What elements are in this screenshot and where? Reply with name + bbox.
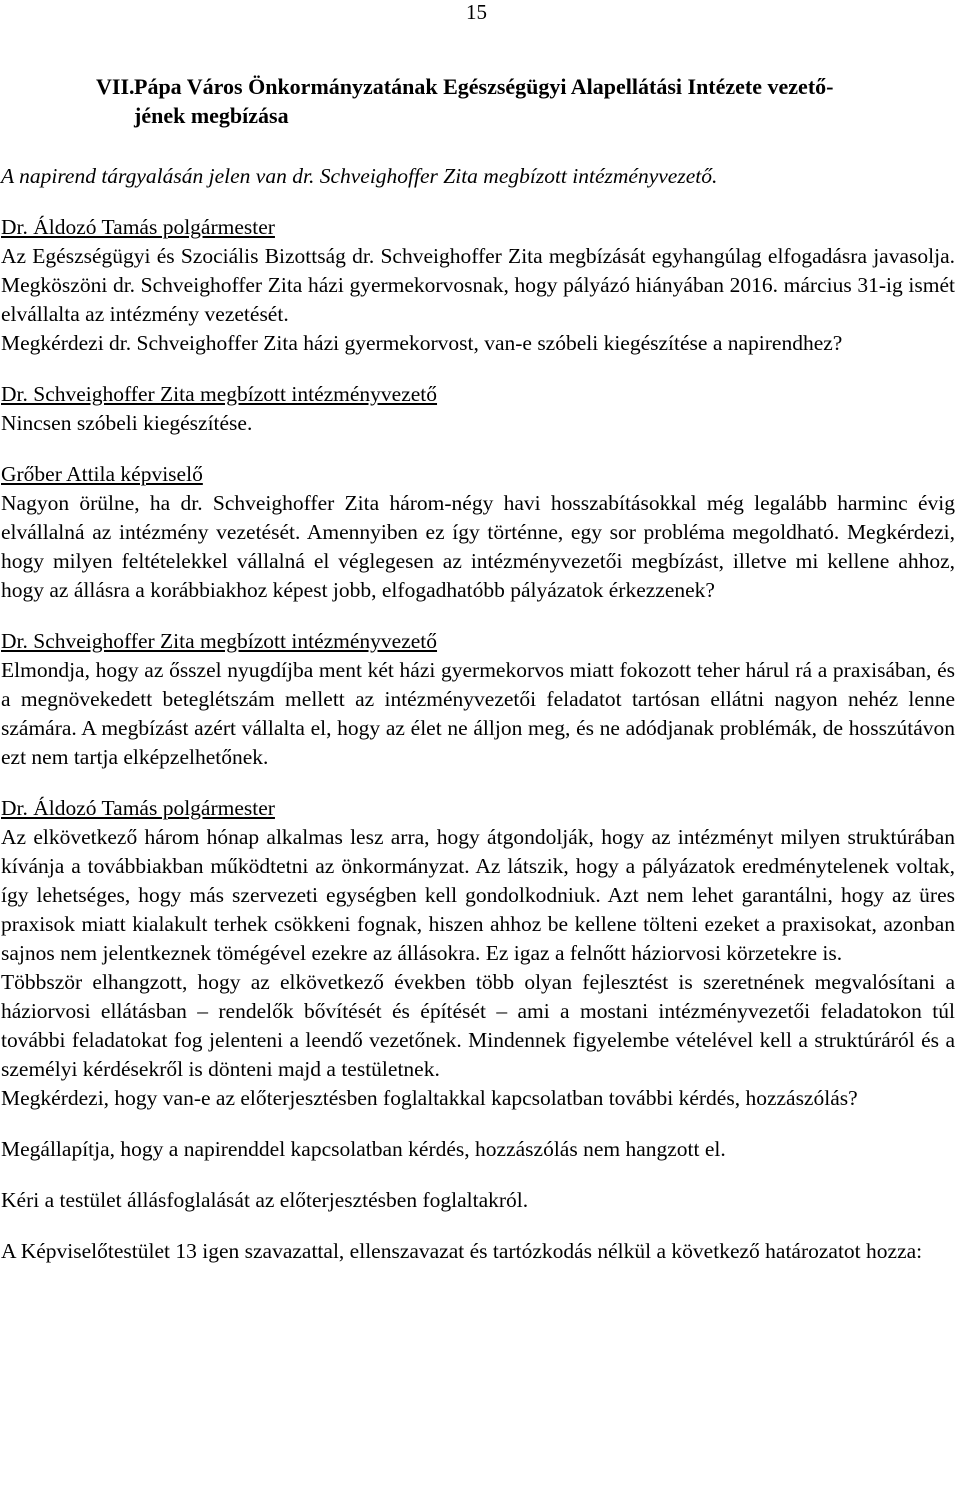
minutes-body <box>1 162 955 1266</box>
speech-block <box>1 460 955 605</box>
speech-block <box>1 380 955 438</box>
closing-request: Kéri a testület állásfoglalását az előterjesztésben foglaltakról. <box>1 1188 529 1212</box>
resolution-intro: A Képviselőtestület 13 igen szavazattal, ellenszavazat és tartózkodás nélkül a következő határozatot hozza: <box>1 1239 923 1263</box>
speech-block <box>1 213 955 358</box>
section-title-line-1: Pápa Város Önkormányzatának Egészségügyi Alapellátási Intézete vezető- <box>134 74 834 99</box>
speaker-name: Grőber Attila képviselő <box>1 462 203 486</box>
speech-paragraph: Megkérdezi dr. Schveighoffer Zita házi gyermekorvost, van-e szóbeli kiegészítése a napirendhez? <box>1 331 843 355</box>
speech-paragraph: Többször elhangzott, hogy az elkövetkező években több olyan fejlesztést is szeretnének megvalósítani a háziorvosi ellátásban – rendelők bővítését és építését – ami a mostani intézményvezetői feladatokon túl további feladatokat fog jelenteni a leendő vezetőnek. Mindennek figyelembe vételével kell a struktúráról és a személyi kérdésekről is dönteni majd a testületnek. <box>1 970 955 1081</box>
speech-paragraph: Az Egészségügyi és Szociális Bizottság dr. Schveighoffer Zita megbízását egyhangúlag elfogadásra javasolja. Megköszöni dr. Schveighoffer Zita házi gyermekorvosnak, hogy pályázó hiányában 2016. március 31-ig ismét elvállalta az intézmény vezetését. <box>1 244 955 326</box>
speaker-name: Dr. Áldozó Tamás polgármester <box>1 215 275 239</box>
section-number: VII. <box>96 74 135 99</box>
speech-block <box>1 627 955 772</box>
page-number: 15 <box>466 0 487 24</box>
speech-paragraph: Nagyon örülne, ha dr. Schveighoffer Zita három-négy havi hosszabításokkal még legalább harminc évig elvállalná az intézmény vezetését. Amennyiben ez így történne, egy sor probléma megoldható. Megkérdezi, hogy milyen feltételekkel vállalná el véglegesen az intézményvezetői megbízást, illetve mi kellene ahhoz, hogy az állásra a korábbiakhoz képest jobb, elfogadhatóbb pályázatok érkezzenek? <box>1 491 955 602</box>
section-heading <box>96 72 944 130</box>
speech-block <box>1 794 955 1113</box>
speech-paragraph: Az elkövetkező három hónap alkalmas lesz arra, hogy átgondolják, hogy az intézményt milyen struktúrában kívánja a továbbiakban működtetni az önkormányzat. Az látszik, hogy a pályázatok eredménytelenek voltak, így lehetséges, hogy más szervezeti egységben kell gondolkodniuk. Azt nem lehet garantálni, hogy az üres praxisok miatt kialakult terhek csökkeni fognak, hiszen ahhoz be kellene tölteni ezeket a praxisokat, azonban sajnos nem jelentkeznek tömégével ezekre az állásokra. Ez igaz a felnőtt háziorvosi körzetekre is. <box>1 825 955 965</box>
speech-paragraph: Elmondja, hogy az ősszel nyugdíjba ment két házi gyermekorvos miatt fokozott teher hárul rá a praxisában, és a megnövekedett beteglétszám mellett az intézményvezetői feladatot tartósan ellátni nagyon nehéz lenne számára. A megbízást azért vállalta el, hogy az élet ne álljon meg, és ne adódjanak problémák, de hosszútávon ezt nem tartja elképzelhetőnek. <box>1 658 955 769</box>
closing-statement: Megállapítja, hogy a napirenddel kapcsolatban kérdés, hozzászólás nem hangzott el. <box>1 1137 726 1161</box>
attendance-note: A napirend tárgyalásán jelen van dr. Schveighoffer Zita megbízott intézményvezető. <box>1 164 718 188</box>
section-title-line-2: jének megbízása <box>134 103 289 128</box>
speech-paragraph: Nincsen szóbeli kiegészítése. <box>1 411 253 435</box>
speaker-name: Dr. Áldozó Tamás polgármester <box>1 796 275 820</box>
speaker-name: Dr. Schveighoffer Zita megbízott intézményvezető <box>1 382 438 406</box>
speaker-name: Dr. Schveighoffer Zita megbízott intézményvezető <box>1 629 438 653</box>
speech-paragraph: Megkérdezi, hogy van-e az előterjesztésben foglaltakkal kapcsolatban további kérdés, hozzászólás? <box>1 1086 858 1110</box>
